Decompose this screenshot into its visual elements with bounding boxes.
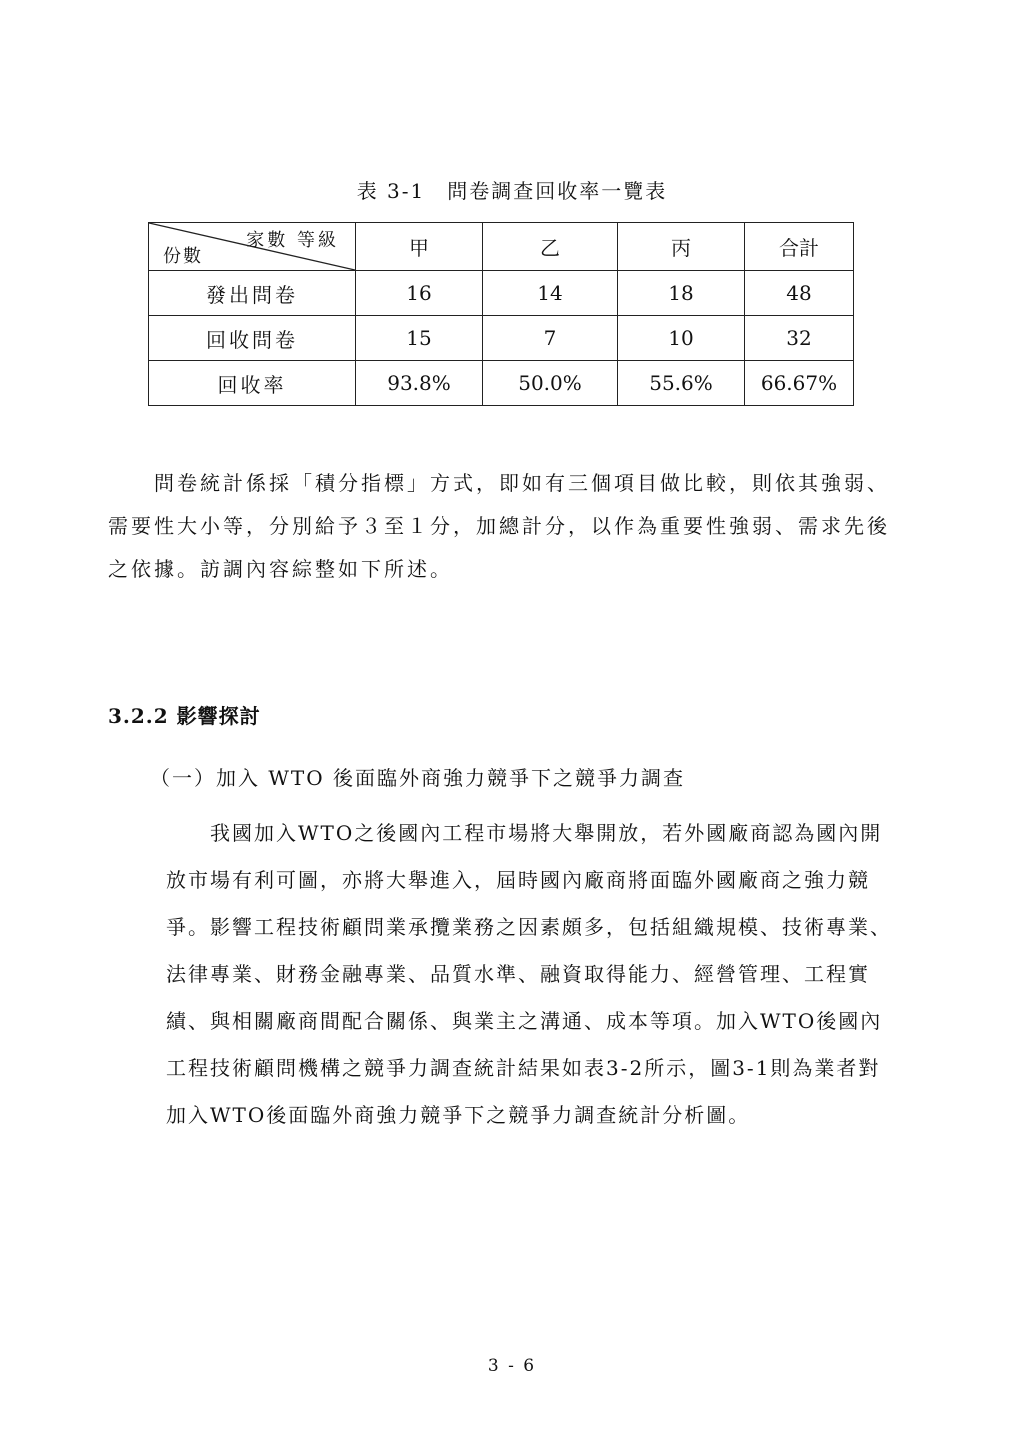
- table-cell: 14: [483, 271, 618, 316]
- table-row: [149, 361, 854, 406]
- table-cell: 66.67%: [745, 361, 854, 406]
- table-cell: 7: [483, 316, 618, 361]
- table-cell: 15: [356, 316, 483, 361]
- header-cell: 丙: [618, 223, 745, 271]
- table-cell: 48: [745, 271, 854, 316]
- corner-bottom-label: 份數: [163, 246, 203, 267]
- caption-title: 問卷調查回收率一覽表: [447, 179, 668, 203]
- table-cell: 93.8%: [356, 361, 483, 406]
- survey-table: [148, 222, 854, 406]
- header-cell: 甲: [356, 223, 483, 271]
- corner-cell: [149, 223, 356, 271]
- paragraph-competitiveness: 我國加入WTO之後國內工程市場將大舉開放，若外國廠商認為國內開放市場有利可圖，亦將大舉進入，屆時國內廠商將面臨外國廠商之強力競爭。影響工程技術顧問業承攬業務之因素頗多，包括組織規模、技術專業、法律專業、財務金融專業、品質水準、融資取得能力、經營管理、工程實績、與相關廠商間配合關係、與業主之溝通、成本等項。加入WTO後國內工程技術顧問機構之競爭力調查統計結果如表3-2所示，圖3-1則為業者對加入WTO後面臨外商強力競爭下之競爭力調查統計分析圖。: [166, 821, 892, 1127]
- table-cell: 50.0%: [483, 361, 618, 406]
- table-row: [149, 271, 854, 316]
- header-cell: 乙: [483, 223, 618, 271]
- table-cell: 55.6%: [618, 361, 745, 406]
- table-cell: 32: [745, 316, 854, 361]
- row-label: 回收率: [149, 361, 356, 406]
- paragraph-scoring-method: 問卷統計係採「積分指標」方式，即如有三個項目做比較，則依其強弱、需要性大小等，分別給予３至１分，加總計分，以作為重要性強弱、需求先後之依據。訪調內容綜整如下所述。: [108, 471, 890, 581]
- table-row: [149, 316, 854, 361]
- table-header-row: [149, 223, 854, 271]
- table-cell: 18: [618, 271, 745, 316]
- page-number: 3 - 6: [487, 1356, 537, 1376]
- table-cell: 16: [356, 271, 483, 316]
- caption-number: 表 3-1: [356, 179, 426, 203]
- table-caption: [0, 175, 1024, 204]
- section-heading: 3.2.2 影響探討: [108, 704, 261, 728]
- row-label: 回收問卷: [149, 316, 356, 361]
- table-cell: 10: [618, 316, 745, 361]
- row-label: 發出問卷: [149, 271, 356, 316]
- subsection-heading: （一）加入 WTO 後面臨外商強力競爭下之競爭力調查: [150, 766, 686, 790]
- header-cell: 合計: [745, 223, 854, 271]
- corner-top-label: 家數 等級: [246, 230, 339, 251]
